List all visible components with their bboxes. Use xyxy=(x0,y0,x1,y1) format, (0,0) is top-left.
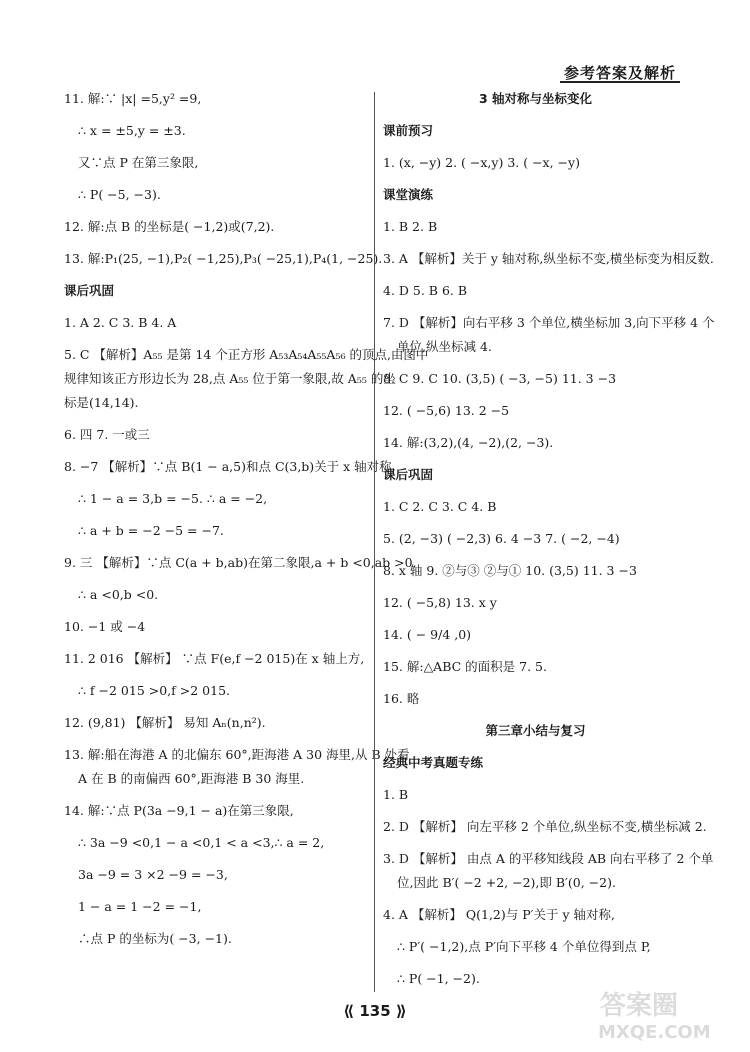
page-number-right-arrows: ⟫ xyxy=(395,1002,407,1020)
svg-text:MXQE.COM: MXQE.COM xyxy=(598,1022,711,1043)
answer-line: 12. ( −5,8) 13. x y xyxy=(383,595,497,610)
column-divider xyxy=(374,92,375,992)
answer-line: 11. 2 016 【解析】 ∵点 F(e,f −2 015)在 x 轴上方, xyxy=(64,651,365,666)
answer-line: ∴ P( −1, −2). xyxy=(397,971,480,986)
answer-line: 14. ( − 9/4 ,0) xyxy=(383,627,472,642)
answer-line: 12. ( −5,6) 13. 2 −5 xyxy=(383,403,510,418)
header-rule xyxy=(560,81,680,83)
answer-line: A 在 B 的南偏西 60°,距海港 B 30 海里. xyxy=(78,771,305,786)
answer-line: 标是(14,14). xyxy=(64,395,139,410)
answer-line: ∴ f −2 015 >0,f >2 015. xyxy=(78,683,230,698)
section-heading: 课堂演练 xyxy=(383,187,434,202)
page-number-left-arrows: ⟪ xyxy=(343,1002,355,1020)
answer-line: 7. D 【解析】向右平移 3 个单位,横坐标加 3,向下平移 4 个 xyxy=(383,315,715,330)
answer-line: 3. D 【解析】 由点 A 的平移知线段 AB 向右平移了 2 个单 xyxy=(383,851,714,866)
section-heading: 课前预习 xyxy=(383,123,434,138)
section-heading: 课后巩固 xyxy=(64,283,115,298)
answer-line: 11. 解:∵ |x| =5,y² =9, xyxy=(64,91,202,106)
answer-line: 12. (9,81) 【解析】 易知 Aₙ(n,n²). xyxy=(64,715,266,730)
answer-line: ∴ a + b = −2 −5 = −7. xyxy=(78,523,224,538)
answer-line: 10. −1 或 −4 xyxy=(64,619,146,634)
section-heading: 经典中考真题专练 xyxy=(383,755,484,770)
section-heading: 课后巩固 xyxy=(383,467,434,482)
answer-line: 1 − a = 1 −2 = −1, xyxy=(78,899,202,914)
answer-line: 1. B 2. B xyxy=(383,219,438,234)
page-number-value: 135 xyxy=(359,1002,391,1020)
answer-line: 单位,纵坐标减 4. xyxy=(397,339,492,354)
answer-line: 15. 解:△ABC 的面积是 7. 5. xyxy=(383,659,547,674)
svg-text:答案圈: 答案圈 xyxy=(600,991,679,1021)
answer-line: 5. C 【解析】A₅₅ 是第 14 个正方形 A₅₃A₅₄A₅₅A₅₆ 的顶点,由图中 xyxy=(64,347,429,362)
answer-line: ∴点 P 的坐标为( −3, −1). xyxy=(78,931,232,946)
answer-line: 8. x 轴 9. ②与③ ②与① 10. (3,5) 11. 3 −3 xyxy=(383,563,637,578)
section-heading: 第三章小结与复习 xyxy=(485,723,586,738)
answer-line: 16. 略 xyxy=(383,691,420,706)
answer-line: 14. 解:∵点 P(3a −9,1 − a)在第三象限, xyxy=(64,803,294,818)
answer-line: 位,因此 B′( −2 +2, −2),即 B′(0, −2). xyxy=(397,875,616,890)
answer-line: ∴ P( −5, −3). xyxy=(78,187,161,202)
right-column xyxy=(383,90,715,1002)
header-title: 参考答案及解析 xyxy=(563,64,676,82)
answer-line: 4. D 5. B 6. B xyxy=(383,283,468,298)
answer-line: 12. 解:点 B 的坐标是( −1,2)或(7,2). xyxy=(64,219,275,234)
answer-line: 规律知该正方形边长为 28,点 A₅₅ 位于第一象限,故 A₅₅ 的坐 xyxy=(64,371,396,386)
answer-line: 9. 三 【解析】∵点 C(a + b,ab)在第二象限,a + b <0,ab >0, xyxy=(64,555,417,570)
answer-line: 1. A 2. C 3. B 4. A xyxy=(64,315,177,330)
answer-line: 14. 解:(3,2),(4, −2),(2, −3). xyxy=(383,435,554,450)
answer-line: ∴ x = ±5,y = ±3. xyxy=(78,123,186,138)
answer-line: ∴ 1 − a = 3,b = −5. ∴ a = −2, xyxy=(78,491,268,506)
answer-line: 2. D 【解析】 向左平移 2 个单位,纵坐标不变,横坐标减 2. xyxy=(383,819,707,834)
answer-line: 13. 解:船在海港 A 的北偏东 60°,距海港 A 30 海里,从 B 处看 xyxy=(64,747,410,762)
answer-line: 又∵点 P 在第三象限, xyxy=(78,155,199,170)
answer-line: 1. (x, −y) 2. ( −x,y) 3. ( −x, −y) xyxy=(383,155,580,170)
answer-line: ∴ a <0,b <0. xyxy=(78,587,159,602)
answer-line: 3. A 【解析】关于 y 轴对称,纵坐标不变,横坐标变为相反数. xyxy=(383,251,714,266)
answer-line: 5. (2, −3) ( −2,3) 6. 4 −3 7. ( −2, −4) xyxy=(383,531,620,546)
answer-line: ∴ P′( −1,2),点 P′向下平移 4 个单位得到点 P, xyxy=(397,939,651,954)
answer-line: 1. B xyxy=(383,787,409,802)
answer-line: ∴ 3a −9 <0,1 − a <0,1 < a <3,∴ a = 2, xyxy=(78,835,325,850)
answer-line: 1. C 2. C 3. C 4. B xyxy=(383,499,497,514)
answer-line: 3a −9 = 3 ×2 −9 = −3, xyxy=(78,867,228,882)
answer-line: 6. 四 7. 一或三 xyxy=(64,427,150,442)
answer-line: 13. 解:P₁(25, −1),P₂( −1,25),P₃( −25,1),P₄(1, −25). xyxy=(64,251,383,266)
section-heading: 3 轴对称与坐标变化 xyxy=(478,91,593,106)
answer-line: 8. −7 【解析】∵点 B(1 − a,5)和点 C(3,b)关于 x 轴对称, xyxy=(64,459,396,474)
answer-line: 8. C 9. C 10. (3,5) ( −3, −5) 11. 3 −3 xyxy=(383,371,617,386)
answer-line: 4. A 【解析】 Q(1,2)与 P′关于 y 轴对称, xyxy=(383,907,615,922)
watermark-logo xyxy=(580,984,730,1044)
